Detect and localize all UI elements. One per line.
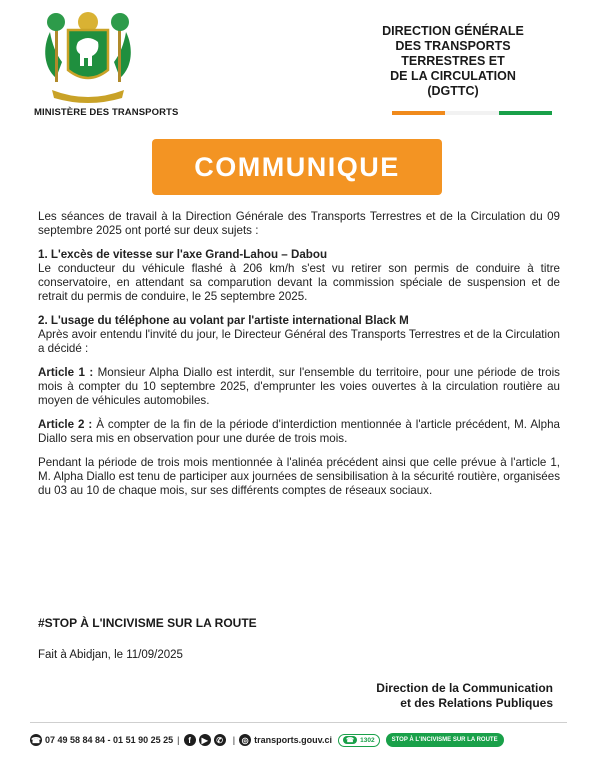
- article-2: [38, 418, 560, 446]
- section-2-text: Après avoir entendu l'invité du jour, le Directeur Général des Transports Terrestres et de la Circulation a décidé :: [38, 328, 560, 355]
- article-1-text: Monsieur Alpha Diallo est interdit, sur l'ensemble du territoire, pour une période de trois mois à compter du 10 septembre 2025, d'emprunter les voies ouvertes à la circulation routière au moyen de véhicules automobiles.: [38, 366, 560, 407]
- footer-phones: 07 49 58 84 84 - 01 51 90 25 25: [45, 735, 174, 745]
- flag-stripe: [392, 111, 552, 115]
- signature: Direction de la Communication et des Relations Publiques: [376, 681, 553, 710]
- phone-icon: ☎: [31, 735, 41, 745]
- closing-paragraph: Pendant la période de trois mois mentionnée à l'alinéa précédent ainsi que celle prévue à l'article 1, M. Alpha Diallo est tenu de participer aux journées de sensibilisation à la sécurité routière, organisées du 03 au 10 de chaque mois, sur ses différents comptes de réseaux sociaux.: [38, 456, 560, 497]
- footer-website[interactable]: transports.gouv.ci: [254, 735, 333, 745]
- section-1-text: Le conducteur du véhicule flashé à 206 km/h s'est vu retirer son permis de conduire à titre conservatoire, en attendant sa comparution devant la commission spéciale de suspension et de retrait du permis de conduire, le 25 septembre 2025.: [38, 262, 560, 303]
- article-1: [38, 366, 560, 408]
- section-2-title: 2. L'usage du téléphone au volant par l'artiste international Black M: [38, 314, 409, 327]
- article-2-text: À compter de la fin de la période d'interdiction mentionnée à l'article précédent, M. Alpha Diallo sera mis en observation pour une durée de trois mois.: [38, 418, 560, 445]
- section-2: [38, 314, 560, 356]
- globe-icon: ◎: [239, 734, 251, 746]
- place-date: Fait à Abidjan, le 11/09/2025: [38, 649, 183, 661]
- banner-title: COMMUNIQUE: [194, 151, 400, 182]
- communique-body: [38, 210, 560, 508]
- article-2-label: Article 2 :: [38, 418, 93, 431]
- intro-paragraph: Les séances de travail à la Direction Générale des Transports Terrestres et de la Circulation du 09 septembre 2025 ont porté sur deux sujets :: [38, 210, 560, 237]
- whatsapp-icon[interactable]: ✆: [214, 734, 226, 746]
- letterhead: [0, 0, 597, 130]
- footer-divider: [30, 722, 567, 723]
- directorate-name: DIRECTION GÉNÉRALE DES TRANSPORTS TERRESTRES ET DE LA CIRCULATION (DGTTC): [382, 24, 524, 98]
- hashtag: #STOP À L'INCIVISME SUR LA ROUTE: [38, 616, 257, 630]
- facebook-icon[interactable]: f: [184, 734, 196, 746]
- ministry-name: MINISTÈRE DES TRANSPORTS: [34, 107, 179, 118]
- communique-banner: [152, 139, 442, 195]
- section-1: [38, 248, 560, 304]
- section-1-title: 1. L'excès de vitesse sur l'axe Grand-Lahou – Dabou: [38, 248, 328, 261]
- article-1-label: Article 1 :: [38, 366, 94, 379]
- campaign-badge: STOP À L'INCIVISME SUR LA ROUTE: [386, 733, 504, 747]
- footer: ☎ 07 49 58 84 84 - 01 51 90 25 25 | f ▶ ✆ | ◎ transports.gouv.ci ☎ 1302 STOP À L'INCIVISME SUR LA ROUTE: [30, 730, 570, 750]
- youtube-icon[interactable]: ▶: [199, 734, 211, 746]
- coat-of-arms-emblem: [38, 8, 138, 104]
- hotline-badge: ☎ 1302: [338, 734, 380, 747]
